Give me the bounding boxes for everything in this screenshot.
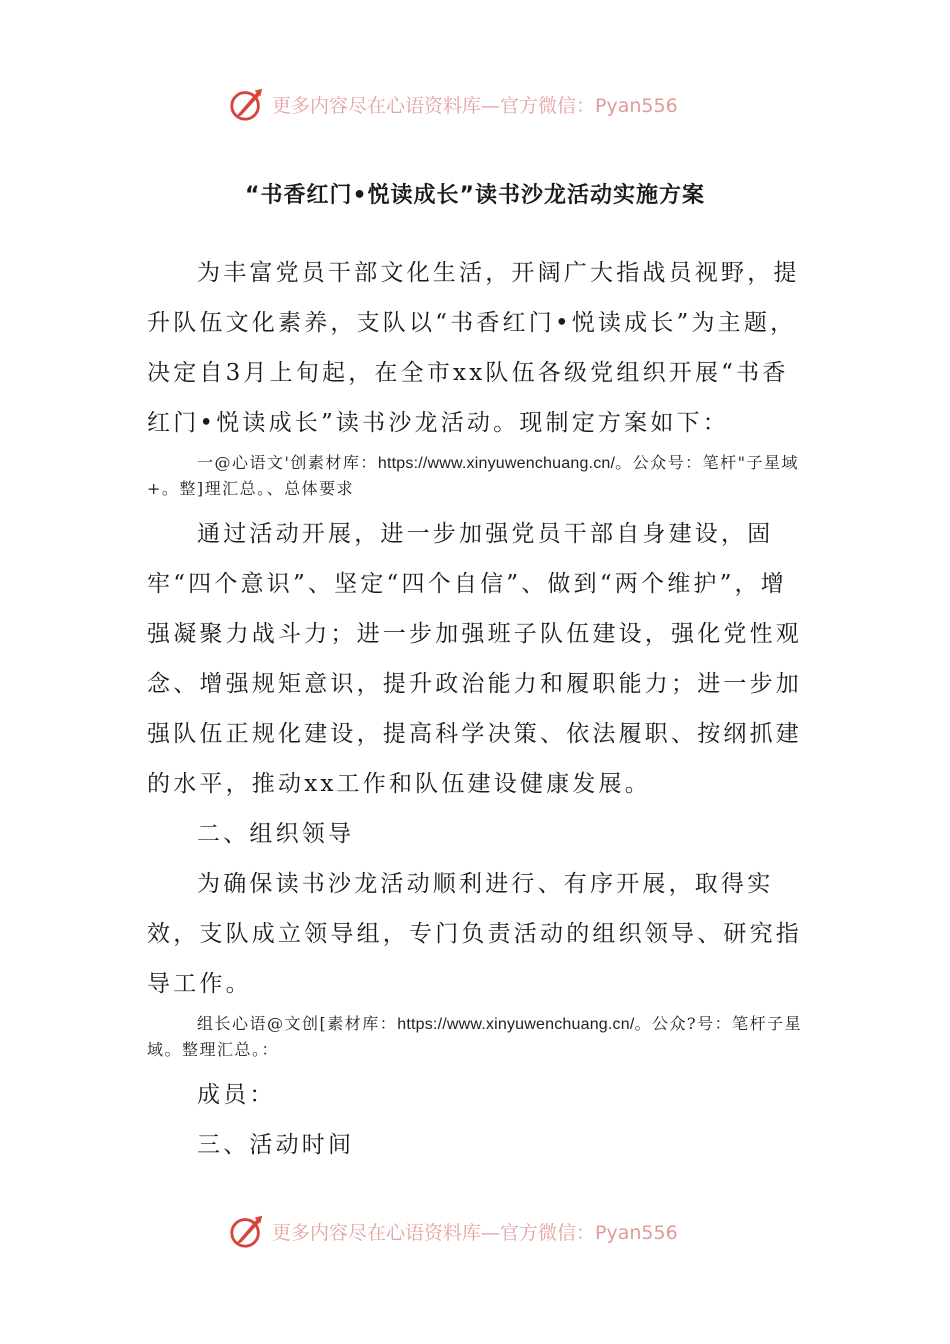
goals-paragraph: 通过活动开展，进一步加强党员干部自身建设，固牢“四个意识”、坚定“四个自信”、做到“两个维护”，增强凝聚力战斗力；进一步加强班子队伍建设，强化党性观念、增强规矩意识，提升政治能力和履职能力；进一步加强队伍正规化建设，提高科学决策、依法履职、按纲抓建的水平，推动xx工作和队伍建设健康发展。 bbox=[147, 521, 802, 797]
note2-url: https://www.xinyuwenchuang.cn/ bbox=[397, 1016, 635, 1033]
quill-logo-icon bbox=[228, 1212, 266, 1250]
note1-prefix: 一@心语文'创素材库： bbox=[197, 453, 378, 472]
note1-url: https://www.xinyuwenchuang.cn/ bbox=[377, 455, 616, 472]
document-body bbox=[147, 248, 807, 1170]
intro-paragraph: 为丰富党员干部文化生活，开阔广大指战员视野，提升队伍文化素养，支队以“书香红门•悦读成长”为主题，决定自3月上旬起，在全市xx队伍各级党组织开展“书香红门•悦读成长”读书沙龙活动。现制定方案如下： bbox=[147, 260, 800, 436]
note1-suffix: 。公众号：笔杆"子星域+。整]理汇总。、总体要求 bbox=[147, 453, 800, 498]
note2-suffix: 。公众?号：笔杆子星域。整理汇总。： bbox=[147, 1014, 803, 1059]
header-banner bbox=[228, 84, 748, 124]
banner-label: 更多内容尽在心语资料库—官方微信： bbox=[272, 1221, 596, 1244]
note2-prefix: 组长心语@文创[素材库： bbox=[197, 1014, 398, 1033]
document-title: “书香红门•悦读成长”读书沙龙活动实施方案 bbox=[245, 183, 705, 208]
source-note-1 bbox=[147, 450, 807, 501]
source-note-2 bbox=[147, 1011, 807, 1062]
members-line: 成员： bbox=[197, 1082, 276, 1108]
banner-label: 更多内容尽在心语资料库—官方微信： bbox=[272, 94, 596, 117]
banner-wechat-id: Pyan556 bbox=[595, 1221, 678, 1244]
footer-banner bbox=[228, 1211, 748, 1251]
banner-text bbox=[272, 91, 678, 118]
quill-logo-icon bbox=[228, 85, 266, 123]
section-heading-time: 三、活动时间 bbox=[197, 1132, 355, 1158]
organization-paragraph: 为确保读书沙龙活动顺利进行、有序开展，取得实效，支队成立领导组，专门负责活动的组织领导、研究指导工作。 bbox=[147, 871, 802, 997]
section-heading-organization: 二、组织领导 bbox=[197, 821, 355, 847]
banner-text bbox=[272, 1218, 678, 1245]
banner-wechat-id: Pyan556 bbox=[595, 94, 678, 117]
